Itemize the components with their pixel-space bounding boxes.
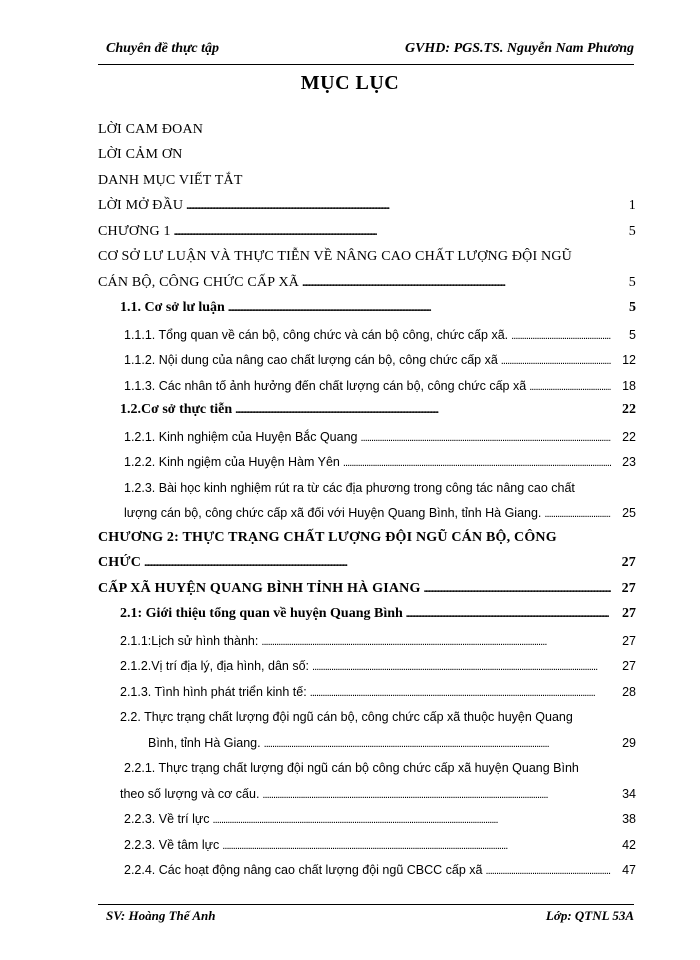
toc-leader-dots — [264, 736, 611, 750]
header-advisor: GVHD: PGS.TS. Nguyễn Nam Phương — [404, 41, 634, 56]
toc-entry — [98, 648, 636, 674]
toc-entry-page: 29 — [622, 735, 636, 750]
toc-entry — [98, 826, 636, 852]
toc-entry — [98, 240, 636, 266]
footer-class: Lớp: QTNL 53A — [545, 908, 634, 923]
toc-entry-label: 2.2. Thực trạng chất lượng đội ngũ cán bộ, công chức cấp xã thuộc huyện Quang — [120, 710, 573, 724]
toc-entry-page: 12 — [622, 353, 636, 367]
toc-entry — [98, 699, 636, 725]
toc-entry — [98, 520, 636, 546]
toc-entry-label: CHỨC — [98, 555, 142, 570]
toc-leader-dots — [186, 198, 611, 214]
toc-entry-label: Bình, tỉnh Hà Giang. — [148, 735, 261, 750]
toc-entry-page: 34 — [622, 786, 636, 801]
toc-entry — [98, 546, 636, 572]
toc-entry-label: 2.2.1. Thực trạng chất lượng đội ngũ cán bộ công chức cấp xã huyện Quang Bình — [124, 761, 579, 775]
toc-entry-page: 27 — [622, 633, 636, 648]
toc-entry — [98, 571, 636, 597]
toc-entry-page: 27 — [621, 580, 636, 596]
toc-entry-page: 42 — [622, 837, 636, 852]
toc-entry — [98, 597, 636, 623]
toc-leader-dots — [501, 353, 611, 367]
toc-entry-label: 2.2.3. Về tâm lực — [124, 837, 220, 852]
toc-entry-page: 47 — [622, 863, 636, 877]
toc-entry-label: 2.1.3. Tình hình phát triển kinh tế: — [120, 684, 307, 699]
toc-entry — [98, 265, 636, 291]
toc-leader-dots — [511, 328, 611, 342]
toc-leader-dots — [310, 685, 611, 699]
toc-entry-page: 22 — [622, 402, 636, 417]
toc-entry-page: 38 — [622, 812, 636, 826]
toc-entry-page: 5 — [629, 300, 636, 315]
toc-entry-page: 22 — [622, 429, 636, 444]
toc-leader-dots — [174, 224, 611, 240]
toc-entry — [98, 112, 636, 138]
toc-leader-dots — [312, 659, 611, 673]
toc-leader-dots — [261, 634, 611, 648]
toc-entry — [98, 750, 636, 776]
toc-entry-page: 5 — [628, 274, 636, 290]
footer-divider — [98, 904, 634, 905]
toc-entry-label: 1.1.2. Nội dung của nâng cao chất lượng cán bộ, công chức cấp xã — [124, 353, 498, 367]
toc-entry-label: 1.2.2. Kinh ngiệm của Huyện Hàm Yên — [124, 455, 340, 469]
toc-entry-page: 5 — [629, 327, 636, 342]
toc-leader-dots — [529, 379, 611, 393]
toc-leader-dots — [228, 300, 611, 316]
toc-entry — [98, 622, 636, 648]
toc-leader-dots — [302, 275, 611, 291]
toc-leader-dots — [544, 506, 611, 520]
toc-entry-label: 2.2.3. Về trí lực — [124, 812, 210, 826]
toc-entry — [98, 418, 636, 444]
toc-entry-label: 1.2.Cơ sở thực tiễn — [120, 402, 233, 417]
toc-entry-page: 27 — [622, 659, 636, 673]
toc-entry-label: CẤP XÃ HUYỆN QUANG BÌNH TỈNH HÀ GIANG — [98, 580, 421, 596]
toc-entry-label: CHƯƠNG 1 — [98, 223, 171, 239]
toc-entry — [98, 342, 636, 368]
toc-leader-dots — [424, 581, 611, 597]
page-title: MỤC LỤC — [300, 72, 400, 94]
toc-entry — [98, 724, 636, 750]
toc-leader-dots — [360, 430, 611, 444]
toc-entry-label: CÁN BỘ, CÔNG CHỨC CẤP XÃ — [98, 274, 300, 290]
toc-entry-label: lượng cán bộ, công chức cấp xã đối với Huyện Quang Bình, tỉnh Hà Giang. — [124, 506, 542, 520]
toc-entry-label: 2.1.1:Lịch sử hình thành: — [120, 633, 259, 648]
toc-entry — [98, 189, 636, 215]
toc-entry-label: 2.2.4. Các hoạt động nâng cao chất lượng đội ngũ CBCC cấp xã — [124, 863, 483, 877]
page-header — [98, 36, 634, 62]
toc-entry — [98, 163, 636, 189]
toc-entry-label: 2.1.2.Vị trí địa lý, địa hình, dân số: — [120, 659, 310, 673]
toc-entry-page: 28 — [622, 684, 636, 699]
toc-entry-label: 1.2.3. Bài học kinh nghiệm rút ra từ các địa phương trong công tác nâng cao chất — [124, 480, 575, 495]
toc-entry — [98, 469, 636, 495]
toc-entry-page: 1 — [628, 198, 636, 213]
toc-entry — [98, 214, 636, 240]
toc-entry-page: 27 — [621, 555, 636, 570]
toc-entry-label: CƠ SỞ LƯ LUẬN VÀ THỰC TIỄN VỀ NÂNG CAO CHẤT LƯỢNG ĐỘI NGŨ — [98, 249, 572, 264]
toc-entry-page: 5 — [628, 223, 636, 239]
toc-entry-label: LỜI CAM ĐOAN — [98, 121, 204, 137]
toc-entry — [98, 138, 636, 164]
header-divider — [98, 64, 634, 65]
table-of-contents — [98, 112, 636, 877]
toc-entry — [98, 444, 636, 470]
toc-entry — [98, 801, 636, 827]
toc-entry — [98, 316, 636, 342]
toc-entry-label: 1.2.1. Kinh nghiệm của Huyện Bắc Quang — [124, 429, 358, 444]
toc-entry-label: 2.1: Giới thiệu tổng quan về huyện Quang Bình — [120, 606, 403, 621]
toc-entry-label: theo số lượng và cơ cấu. — [120, 786, 260, 801]
toc-entry — [98, 673, 636, 699]
toc-entry — [98, 852, 636, 878]
toc-leader-dots — [485, 863, 611, 877]
toc-entry-label: 1.1.3. Các nhân tố ảnh hưởng đến chất lượng cán bộ, công chức cấp xã — [124, 378, 527, 393]
toc-leader-dots — [343, 455, 611, 469]
toc-entry-label: LỜI CẢM ƠN — [98, 147, 183, 162]
toc-leader-dots — [222, 838, 611, 852]
toc-entry — [98, 775, 636, 801]
toc-leader-dots — [144, 555, 611, 571]
toc-entry-label: DANH MỤC VIẾT TẮT — [98, 172, 243, 188]
toc-entry-label: CHƯƠNG 2: THỰC TRẠNG CHẤT LƯỢNG ĐỘI NGŨ CÁN BỘ, CÔNG — [98, 529, 557, 545]
toc-leader-dots — [235, 402, 611, 418]
header-subject: Chuyên đề thực tập — [106, 41, 220, 56]
toc-entry-page: 23 — [622, 455, 636, 469]
toc-entry-label: 1.1. Cơ sở lư luận — [120, 300, 225, 315]
toc-entry — [98, 291, 636, 317]
toc-leader-dots — [262, 787, 611, 801]
toc-entry — [98, 367, 636, 393]
footer-student: SV: Hoàng Thế Anh — [106, 908, 216, 923]
toc-entry — [98, 393, 636, 419]
toc-leader-dots — [213, 812, 612, 826]
toc-entry-label: 1.1.1. Tổng quan về cán bộ, công chức và cán bộ công, chức cấp xã. — [124, 327, 509, 342]
toc-leader-dots — [406, 606, 611, 622]
toc-entry-page: 27 — [622, 606, 636, 621]
toc-entry — [98, 495, 636, 521]
toc-entry-page: 18 — [622, 378, 636, 393]
toc-entry-page: 25 — [622, 506, 636, 520]
toc-entry-label: LỜI MỞ ĐẦU — [98, 198, 184, 213]
